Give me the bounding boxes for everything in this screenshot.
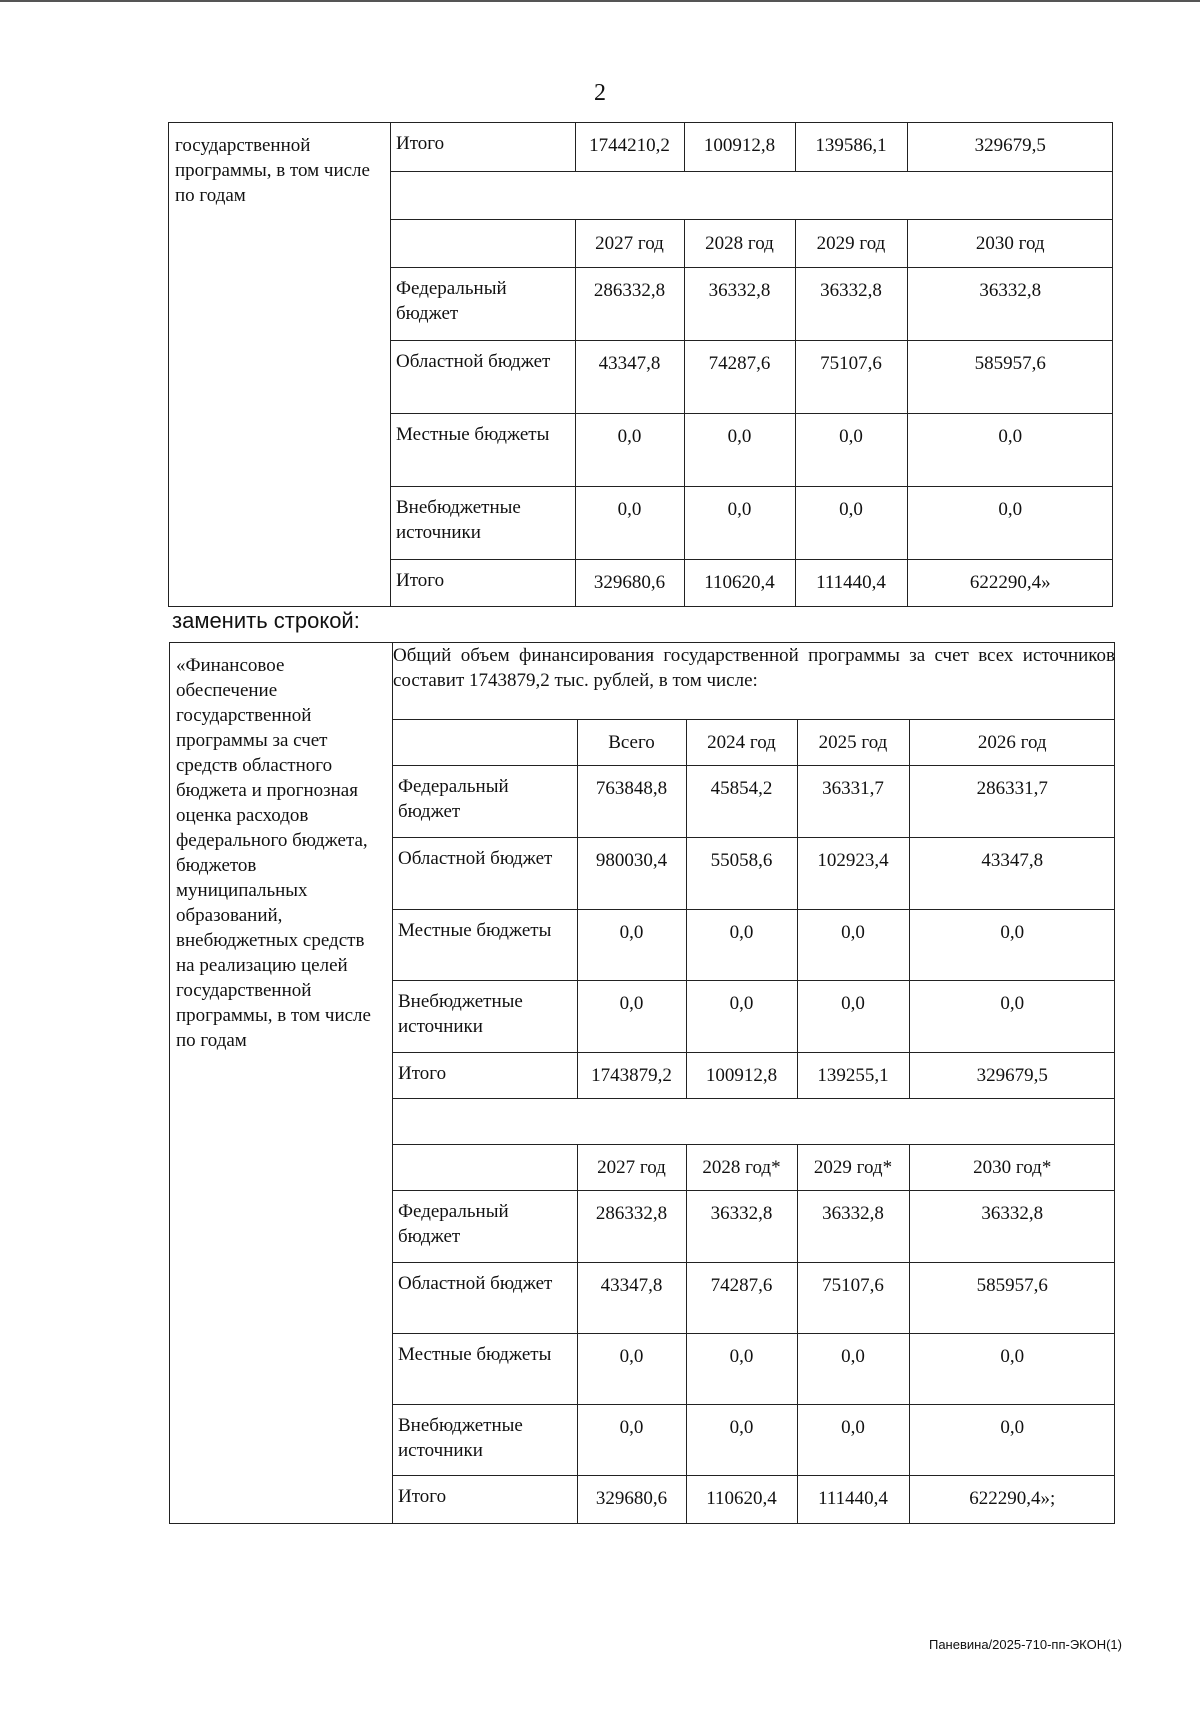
cell-value: 36332,8 — [684, 267, 795, 340]
year-header: 2029 год — [795, 219, 907, 267]
cell-value: 585957,6 — [907, 340, 1113, 413]
cell-value: 0,0 — [907, 486, 1113, 559]
cell-value: 75107,6 — [795, 340, 907, 413]
cell-value: 36332,8 — [909, 1190, 1115, 1262]
header-empty — [393, 1144, 577, 1190]
cell-value: 36332,8 — [907, 267, 1113, 340]
row-label: Внебюджетные источники — [393, 980, 577, 1052]
table-row — [393, 1190, 1115, 1262]
spacer-row — [391, 171, 1113, 219]
cell-value: 0,0 — [797, 1404, 909, 1475]
table-row — [393, 1052, 1115, 1098]
new-left-cell: «Финансовое обеспечение государственной программы за счет средств областного бюджета и прогнозная оценка расходов федерального бюджета, бюджетов муниципальных образований, внебюджетных средств на реализацию целей государственной программы, в том числе по годам — [170, 643, 393, 1524]
years-header-row — [391, 219, 1113, 267]
cell-value: 0,0 — [797, 980, 909, 1052]
old-finance-table — [168, 122, 1113, 607]
cell-value: 0,0 — [686, 1333, 797, 1404]
header-empty — [393, 719, 577, 765]
table-row — [393, 909, 1115, 980]
cell-value: 100912,8 — [684, 123, 795, 171]
header-row — [393, 719, 1115, 765]
table-row — [393, 1262, 1115, 1333]
cell-value: 110620,4 — [686, 1475, 797, 1523]
row-label: Внебюджетные источники — [391, 486, 575, 559]
table-row — [391, 123, 1113, 171]
cell-value: 0,0 — [795, 413, 907, 486]
cell-value: 55058,6 — [686, 837, 797, 909]
cell-value: 36331,7 — [797, 765, 909, 837]
cell-value: 329679,5 — [909, 1052, 1115, 1098]
cell-value: 0,0 — [575, 486, 684, 559]
cell-value: 0,0 — [577, 1333, 686, 1404]
cell-value: 1744210,2 — [575, 123, 684, 171]
replace-label: заменить строкой: — [172, 608, 360, 633]
row-label: Итого — [393, 1475, 577, 1523]
cell-value: 329680,6 — [575, 559, 684, 606]
cell-value: 36332,8 — [686, 1190, 797, 1262]
row-label: Федеральный бюджет — [393, 765, 577, 837]
top-rule — [0, 0, 1200, 2]
column-header: 2024 год — [686, 719, 797, 765]
cell-value: 45854,2 — [686, 765, 797, 837]
cell-value: 0,0 — [577, 1404, 686, 1475]
column-header: 2025 год — [797, 719, 909, 765]
row-label: Местные бюджеты — [393, 909, 577, 980]
footer-doc-code: Паневина/2025-710-пп-ЭКОН(1) — [928, 1637, 1122, 1652]
cell-value: 111440,4 — [797, 1475, 909, 1523]
row-label: Областной бюджет — [393, 837, 577, 909]
intro-row — [393, 643, 1115, 719]
cell-value: 0,0 — [907, 413, 1113, 486]
page-number: 2 — [594, 80, 606, 106]
row-label: Местные бюджеты — [391, 413, 575, 486]
table-row — [393, 1475, 1115, 1523]
cell-value: 0,0 — [797, 1333, 909, 1404]
empty-cell — [393, 1098, 1115, 1144]
row-label: Местные бюджеты — [393, 1333, 577, 1404]
row-label: Итого — [393, 1052, 577, 1098]
cell-value: 36332,8 — [795, 267, 907, 340]
table-row — [393, 837, 1115, 909]
old-left-cell: государственной программы, в том числе по годам — [169, 123, 391, 607]
table-row — [393, 1404, 1115, 1475]
year-header: 2028 год — [684, 219, 795, 267]
cell-value: 0,0 — [577, 909, 686, 980]
cell-value: 1743879,2 — [577, 1052, 686, 1098]
year-header: 2027 год — [577, 1144, 686, 1190]
cell-value: 111440,4 — [795, 559, 907, 606]
cell-value: 329680,6 — [577, 1475, 686, 1523]
cell-value: 0,0 — [577, 980, 686, 1052]
spacer-row — [393, 1098, 1115, 1144]
column-header: 2026 год — [909, 719, 1115, 765]
new-finance-table — [169, 642, 1115, 1524]
cell-value: 622290,4» — [907, 559, 1113, 606]
table-row — [391, 413, 1113, 486]
cell-value: 0,0 — [797, 909, 909, 980]
cell-value: 74287,6 — [686, 1262, 797, 1333]
cell-value: 286331,7 — [909, 765, 1115, 837]
cell-value: 763848,8 — [577, 765, 686, 837]
table-row — [393, 1333, 1115, 1404]
header-empty — [391, 219, 575, 267]
year-header: 2030 год — [907, 219, 1113, 267]
cell-value: 585957,6 — [909, 1262, 1115, 1333]
column-header: Всего — [577, 719, 686, 765]
cell-value: 75107,6 — [797, 1262, 909, 1333]
years-header-row — [393, 1144, 1115, 1190]
cell-value: 43347,8 — [575, 340, 684, 413]
cell-value: 74287,6 — [684, 340, 795, 413]
cell-value: 286332,8 — [577, 1190, 686, 1262]
cell-value: 139586,1 — [795, 123, 907, 171]
table-row — [391, 486, 1113, 559]
year-header: 2030 год* — [909, 1144, 1115, 1190]
cell-value: 0,0 — [686, 1404, 797, 1475]
cell-value: 980030,4 — [577, 837, 686, 909]
row-label: Внебюджетные источники — [393, 1404, 577, 1475]
cell-value: 0,0 — [795, 486, 907, 559]
cell-value: 0,0 — [909, 980, 1115, 1052]
cell-value: 0,0 — [686, 909, 797, 980]
row-label: Областной бюджет — [391, 340, 575, 413]
year-header: 2029 год* — [797, 1144, 909, 1190]
cell-value: 0,0 — [909, 1404, 1115, 1475]
table-row — [391, 340, 1113, 413]
cell-value: 110620,4 — [684, 559, 795, 606]
cell-value: 102923,4 — [797, 837, 909, 909]
empty-cell — [391, 171, 1113, 219]
year-header: 2027 год — [575, 219, 684, 267]
table-row — [393, 980, 1115, 1052]
new-inner-grid — [393, 643, 1115, 1523]
cell-value: 43347,8 — [909, 837, 1115, 909]
old-inner-grid — [391, 123, 1113, 606]
cell-value: 139255,1 — [797, 1052, 909, 1098]
row-label: Федеральный бюджет — [391, 267, 575, 340]
cell-value: 0,0 — [909, 909, 1115, 980]
cell-value: 100912,8 — [686, 1052, 797, 1098]
cell-value: 286332,8 — [575, 267, 684, 340]
table-row — [391, 559, 1113, 606]
row-label: Федеральный бюджет — [393, 1190, 577, 1262]
intro-text: Общий объем финансирования государственной программы за счет всех источников составит 1743879,2 тыс. рублей, в том числе: — [393, 643, 1115, 719]
cell-value: 36332,8 — [797, 1190, 909, 1262]
table-row — [391, 267, 1113, 340]
cell-value: 0,0 — [686, 980, 797, 1052]
cell-value: 0,0 — [684, 413, 795, 486]
row-label: Итого — [391, 559, 575, 606]
cell-value: 329679,5 — [907, 123, 1113, 171]
cell-value: 0,0 — [575, 413, 684, 486]
year-header: 2028 год* — [686, 1144, 797, 1190]
cell-value: 622290,4»; — [909, 1475, 1115, 1523]
cell-value: 43347,8 — [577, 1262, 686, 1333]
table-row — [393, 765, 1115, 837]
row-label: Областной бюджет — [393, 1262, 577, 1333]
row-label: Итого — [391, 123, 575, 171]
cell-value: 0,0 — [909, 1333, 1115, 1404]
cell-value: 0,0 — [684, 486, 795, 559]
